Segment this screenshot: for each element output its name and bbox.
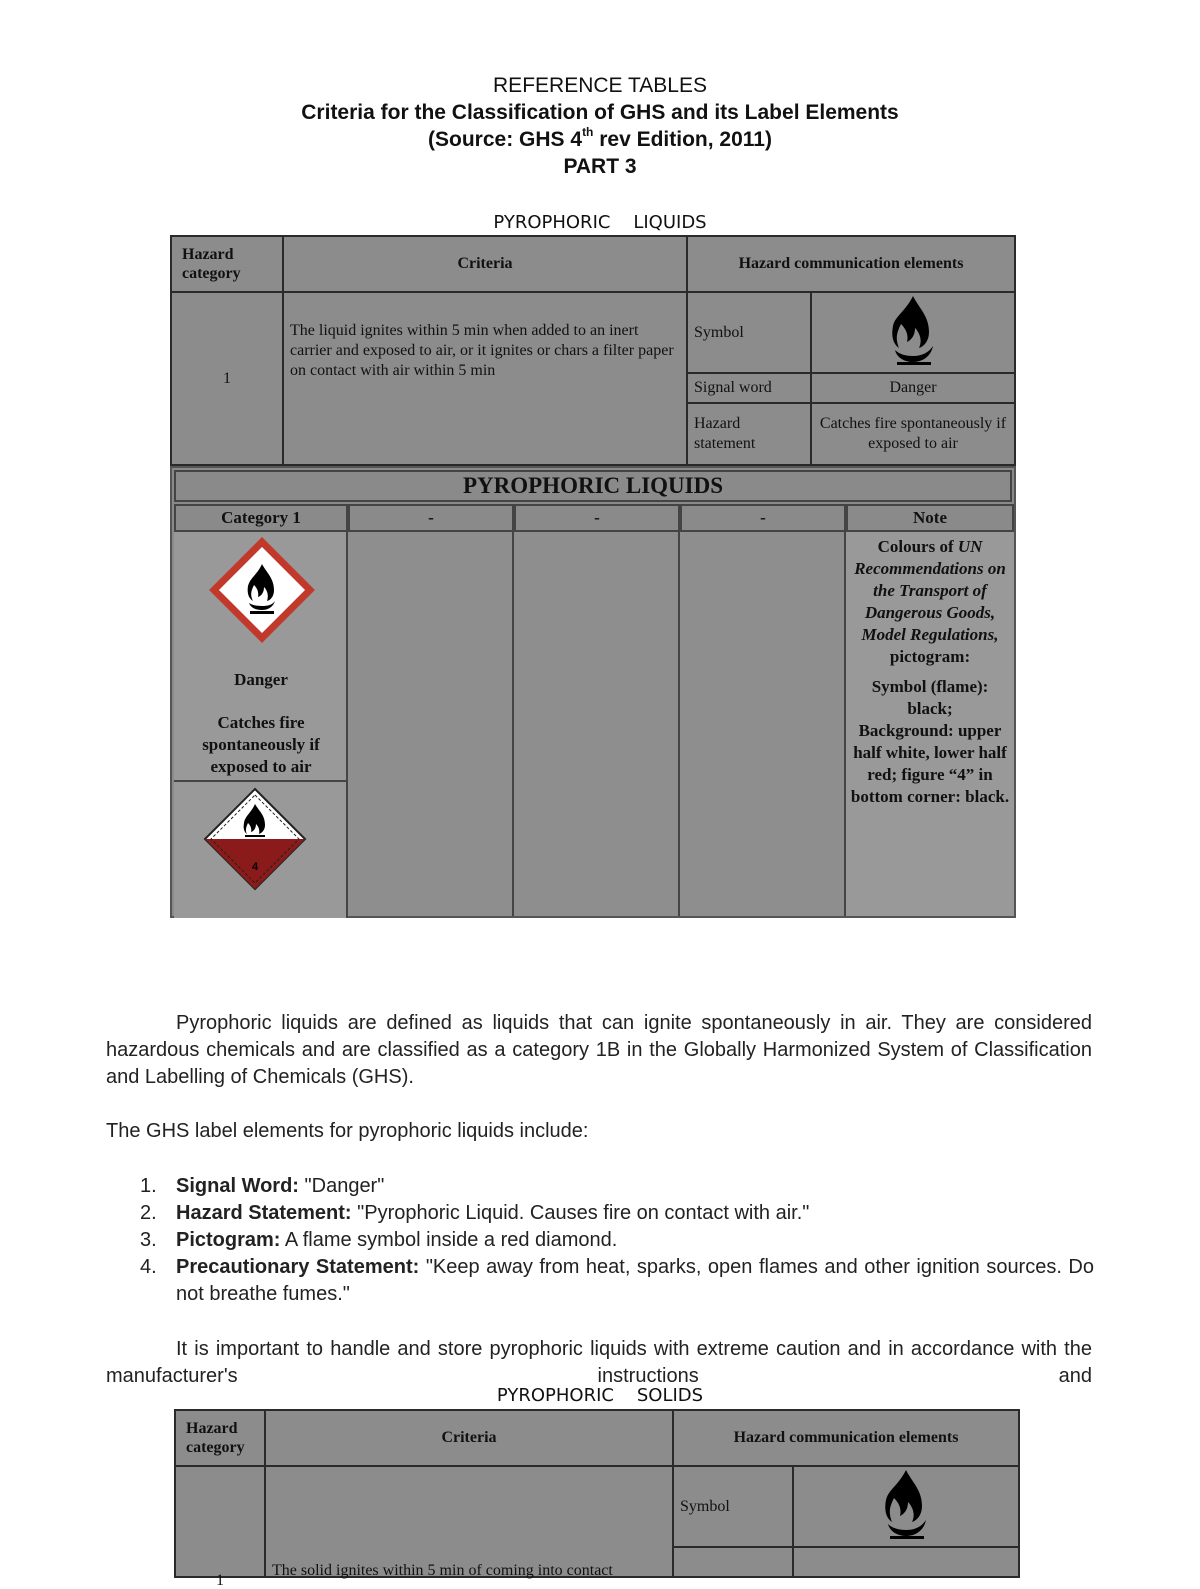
header-title: REFERENCE TABLES <box>493 74 707 97</box>
list-number: 1. <box>140 1175 157 1197</box>
solids-empty-cell <box>793 1547 1019 1577</box>
list-number: 2. <box>140 1202 157 1224</box>
table2-col-note: Note <box>846 504 1014 532</box>
solids-empty-cell <box>673 1547 793 1577</box>
list-number: 4. <box>140 1256 157 1278</box>
source-text-post: rev Edition, 2011) <box>593 128 772 151</box>
document-header <box>0 72 1200 180</box>
note-post: pictogram: <box>889 647 971 666</box>
flame-icon <box>876 1468 936 1540</box>
solids-category-value <box>175 1466 265 1589</box>
table2-col-category: Category 1 <box>174 504 348 532</box>
list-number: 3. <box>140 1229 157 1251</box>
solids-category-text: 1 <box>216 1572 224 1589</box>
list-text: "Danger" <box>298 1175 385 1197</box>
category-value: 1 <box>171 292 283 465</box>
col-hazard-category: Hazard category <box>171 236 283 292</box>
liquids-criteria-table <box>170 235 1016 466</box>
list-item <box>140 1200 1094 1227</box>
list-label: Signal Word: <box>176 1175 299 1197</box>
hazard-statement-value: Catches fire spontaneously if exposed to air <box>811 403 1015 465</box>
note-italic: UN Recommendations on the Transport of Dangerous Goods, Model Regulations, <box>854 537 1006 644</box>
header-source <box>0 126 1200 153</box>
transport-class-number: 4 <box>251 861 259 873</box>
liquids-caption <box>0 212 1200 233</box>
solids-symbol-label: Symbol <box>673 1466 793 1547</box>
col-criteria: Criteria <box>283 236 687 292</box>
table2-hazard-statement: Catches fire spontaneously if exposed to air <box>202 713 320 776</box>
flame-icon <box>883 294 943 366</box>
paragraph-label-elements: The GHS label elements for pyrophoric liquids include: <box>106 1120 589 1142</box>
symbol-label: Symbol <box>687 292 811 373</box>
criteria-text: The liquid ignites within 5 min when added to an inert carrier and exposed to air, or it ignites or chars a filter paper on contact with air within 5 min <box>283 292 687 465</box>
note-text <box>848 536 1012 808</box>
transport-class4-pictogram-icon <box>202 786 308 892</box>
solids-col-criteria: Criteria <box>265 1410 673 1466</box>
flame-symbol-cell <box>811 292 1015 373</box>
list-label: Pictogram: <box>176 1229 281 1251</box>
empty-column-4 <box>680 532 846 916</box>
solids-table-wrapper <box>174 1409 1020 1589</box>
table2-signal-word: Danger <box>234 670 288 689</box>
signal-word-value: Danger <box>811 373 1015 403</box>
list-label: Hazard Statement: <box>176 1202 352 1224</box>
liquids-caption-text: PYROPHORIC LIQUIDS <box>493 212 707 233</box>
note-symbol: Symbol (flame): black; <box>871 677 989 718</box>
label-elements-list <box>106 1173 1094 1308</box>
table2-title: PYROPHORIC LIQUIDS <box>174 470 1012 502</box>
source-text: (Source: GHS 4 <box>428 128 583 151</box>
source-sup: th <box>582 125 594 139</box>
table2-col-4: - <box>680 504 846 532</box>
note-column <box>846 532 1014 916</box>
category1-column <box>174 532 348 918</box>
solids-flame-symbol-cell <box>793 1466 1019 1547</box>
solids-caption <box>0 1385 1200 1406</box>
ghs-flame-pictogram-icon <box>210 538 314 642</box>
solids-col-hazard-category: Hazard category <box>175 1410 265 1466</box>
list-item <box>140 1227 1094 1254</box>
list-text: "Pyrophoric Liquid. Causes fire on contact with air." <box>351 1202 810 1224</box>
empty-column-3 <box>514 532 680 916</box>
list-text: A flame symbol inside a red diamond. <box>280 1229 618 1251</box>
solids-caption-text: PYROPHORIC SOLIDS <box>496 1385 704 1406</box>
list-item <box>140 1173 1094 1200</box>
header-subtitle: Criteria for the Classification of GHS and its Label Elements <box>301 101 899 124</box>
solids-criteria-span: The solid ignites within 5 min of coming into contact <box>272 1562 613 1579</box>
paragraph-definition: Pyrophoric liquids are defined as liquids that can ignite spontaneously in air. They are considered hazardous chemicals and are classified as a category 1B in the Globally Harmonized System of Classification and Labelling of Chemicals (GHS). <box>106 1012 1092 1088</box>
liquids-label-table <box>170 466 1016 918</box>
paragraph-handling: It is important to handle and store pyrophoric liquids with extreme caution and in accordance with the manufacturer's instructions and <box>106 1338 1092 1387</box>
table2-col-2: - <box>348 504 514 532</box>
empty-column-2 <box>348 532 514 916</box>
note-pre: Colours of <box>877 537 958 556</box>
col-hazard-communication: Hazard communication elements <box>687 236 1015 292</box>
table2-col-3: - <box>514 504 680 532</box>
list-item <box>140 1254 1095 1308</box>
list-label: Precautionary Statement: <box>176 1256 420 1278</box>
signal-word-label: Signal word <box>687 373 811 403</box>
solids-criteria-table <box>174 1409 1020 1589</box>
solids-col-hazard-communication: Hazard communication elements <box>673 1410 1019 1466</box>
solids-criteria-text <box>265 1466 673 1577</box>
list-text: "Keep away from heat, sparks, open flames and other ignition sources. Do not breathe fumes." <box>176 1256 1095 1305</box>
hazard-statement-label: Hazard statement <box>687 403 811 465</box>
header-part: PART 3 <box>563 155 637 178</box>
note-background: Background: upper half white, lower half red; figure “4” in bottom corner: black. <box>850 721 1010 806</box>
